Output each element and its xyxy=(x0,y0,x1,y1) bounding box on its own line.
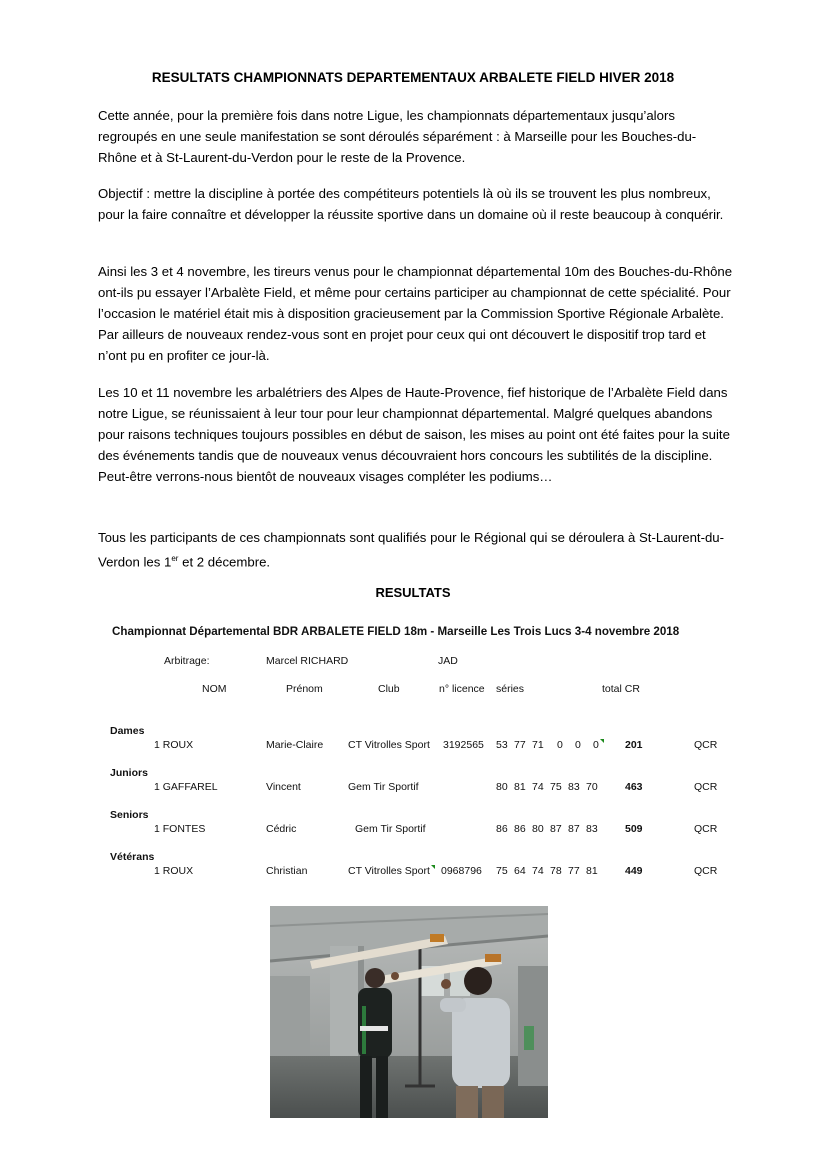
first-name: Cédric xyxy=(266,823,297,835)
superscript-er: er xyxy=(171,554,179,563)
series-2: 86 xyxy=(514,823,526,835)
paragraph-1: Cette année, pour la première fois dans notre Ligue, les championnats départementaux jusqu’alors regroupés en une seule manifestation se sont déroulés séparément : à Marseille pour les Bouches-du-Rhône et à St-Laurent-du-Verdon pour le reste de la Provence. xyxy=(98,108,697,165)
series-5: 77 xyxy=(568,865,580,877)
green-corner-marker-icon xyxy=(600,739,604,743)
series-3: 80 xyxy=(532,823,544,835)
series-3: 74 xyxy=(532,781,544,793)
club-name: CT Vitrolles Sport xyxy=(348,739,430,751)
series-2: 77 xyxy=(514,739,526,751)
licence-number: 3192565 xyxy=(443,739,484,751)
series-4: 75 xyxy=(550,781,562,793)
paragraph-4: Les 10 et 11 novembre les arbalétriers des Alpes de Haute-Provence, fief historique de l’Arbalète Field dans notre Ligue, se réunissaient à leur tour pour leur championnat départemental. Malgré quelques abandons pour raisons techniques toujours possibles en début de saison, les mises au point ont été faites pour la suite des événements tandis que de nouveaux venus découvraient hors concours les subtilités de la discipline. Peut-être verrons-nous bientôt de nouveaux visages compléter les podiums… xyxy=(98,385,730,484)
cr-status: QCR xyxy=(694,739,718,751)
category-label: Dames xyxy=(110,725,145,737)
series-6: 70 xyxy=(586,781,598,793)
header-club: Club xyxy=(378,683,400,695)
category-label: Vétérans xyxy=(110,851,155,863)
series-4: 0 xyxy=(557,739,563,751)
paragraph-2: Objectif : mettre la discipline à portée des compétiteurs potentiels là où ils se trouvent les plus nombreux, pour la faire connaître et développer la réussite sportive dans un domaine où il reste beaucoup à conquérir. xyxy=(98,186,724,222)
paragraph-5-end: et 2 décembre. xyxy=(178,554,271,570)
club-name: Gem Tir Sportif xyxy=(348,781,419,793)
header-nom: NOM xyxy=(202,683,227,695)
series-1: 80 xyxy=(496,781,508,793)
first-name: Vincent xyxy=(266,781,301,793)
first-name: Marie-Claire xyxy=(266,739,324,751)
rank-name: 1 ROUX xyxy=(154,739,194,751)
paragraph-3: Ainsi les 3 et 4 novembre, les tireurs venus pour le championnat départemental 10m des Bouches-du-Rhône ont-ils pu essayer l’Arbalète Field, et même pour certains participer au championnat de cette spécialité. Pour l’occasion le matériel était mis à disposition gracieusement par la Commission Sportive Régionale Arbalète. Par ailleurs de nouveaux rendez-vous sont en projet pour ceux qui ont découvert le dispositif trop tard et n’ont pu en profiter ce jour-là. xyxy=(98,264,733,363)
cr-status: QCR xyxy=(694,823,718,835)
category-label: Seniors xyxy=(110,809,149,821)
series-4: 78 xyxy=(550,865,562,877)
total-score: 449 xyxy=(625,865,643,877)
paragraph-5-text: Tous les participants de ces championnats sont qualifiés pour le Régional qui se déroulera à St-Laurent-du-Verdon les 1 xyxy=(98,530,725,570)
series-3: 71 xyxy=(532,739,544,751)
club-name xyxy=(348,865,435,877)
series-1: 53 xyxy=(496,739,508,751)
cr-status: QCR xyxy=(694,865,718,877)
document-title: RESULTATS CHAMPIONNATS DEPARTEMENTAUX ARBALETE FIELD HIVER 2018 xyxy=(151,70,675,85)
arbitrage-label: Arbitrage: xyxy=(164,655,210,667)
paragraph-5 xyxy=(98,527,733,572)
category-label: Juniors xyxy=(110,767,148,779)
header-series: séries xyxy=(496,683,525,695)
header-total: total CR xyxy=(602,683,640,695)
cr-status: QCR xyxy=(694,781,718,793)
series-1: 75 xyxy=(496,865,508,877)
first-name: Christian xyxy=(266,865,308,877)
series-3: 74 xyxy=(532,865,544,877)
series-6-value: 0 xyxy=(593,739,599,751)
series-2: 81 xyxy=(514,781,526,793)
total-score: 201 xyxy=(625,739,643,751)
series-6 xyxy=(593,739,604,751)
licence-number: 0968796 xyxy=(441,865,482,877)
rank-name: 1 FONTES xyxy=(154,823,206,835)
series-1: 86 xyxy=(496,823,508,835)
series-6: 81 xyxy=(586,865,598,877)
series-4: 87 xyxy=(550,823,562,835)
series-5: 0 xyxy=(575,739,581,751)
series-5: 87 xyxy=(568,823,580,835)
club-name-text: CT Vitrolles Sport xyxy=(348,865,430,877)
results-title: Championnat Départemental BDR ARBALETE FIELD 18m - Marseille Les Trois Lucs 3-4 novembre 2018 xyxy=(112,625,680,638)
arbitre-grade: JAD xyxy=(438,655,458,667)
club-name: Gem Tir Sportif xyxy=(355,823,426,835)
results-table xyxy=(108,620,728,880)
archers-illustration xyxy=(270,906,548,1118)
arbitre-name: Marcel RICHARD xyxy=(266,655,349,667)
rank-name: 1 GAFFAREL xyxy=(154,781,218,793)
series-6: 83 xyxy=(586,823,598,835)
total-score: 463 xyxy=(625,781,643,793)
header-licence: n° licence xyxy=(439,683,485,695)
competition-photo xyxy=(270,906,548,1118)
green-corner-marker-icon xyxy=(431,865,435,869)
header-prenom: Prénom xyxy=(286,683,323,695)
series-5: 83 xyxy=(568,781,580,793)
total-score: 509 xyxy=(625,823,643,835)
series-2: 64 xyxy=(514,865,526,877)
section-title-resultats: RESULTATS xyxy=(375,585,451,600)
rank-name: 1 ROUX xyxy=(154,865,194,877)
